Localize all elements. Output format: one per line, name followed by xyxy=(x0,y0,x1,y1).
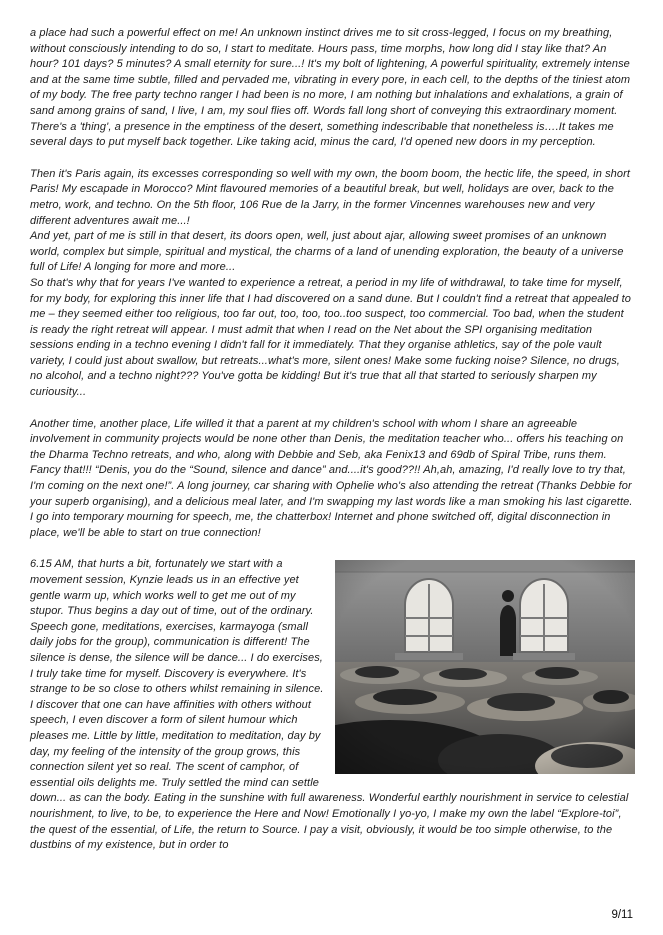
paragraph-text: So that's why that for years I've wanted to experience a retreat, a period in my life of withdrawal, to take time for myself, for my body, for exploring this inner life that I had discovered on a sand dune. But I couldn't find a retreat that appealed to me – they seemed either too religious, too far out, too, too, too..too suspect, too commercial. Too bad, when the student is ready the right retreat will appear. I must admit that when I read on the Net about the SPI organising meditation sessions ending in a techno evening I didn't fall for it immediately. That they organise athletics, say of the pole vault variety, I could just about swallow, but retreats...what's more, silent ones! Make some fucking noise? Silence, no drugs, no alcohol, and a techno night??? You've gotta be kidding! But it's true that all that started to seriously sharpen my curiousity... xyxy=(30,276,632,399)
paragraph-with-photo xyxy=(30,557,635,853)
paragraph xyxy=(30,167,635,229)
paragraph-text: a place had such a powerful effect on me! An unknown instinct drives me to sit cross-legged, I focus on my breathing, without consciously intending to do so, I start to meditate. Hours pass, time morphs, how long did I stay like that? An hour? 101 days? 5 minutes? A small eternity for sure...! It's my bolt of lightening, A powerful spirituality, extremely intense and at the same time subtle, filled and pervaded me, vibrating in every pore, in each cell, to the depths of the tiniest atom of my body. The free party techno ranger I had been is no more, I am nothing but inhalations and exhalations, a grain of sand among grains of sand, I live, I am, my soul flies off. Words fall long short of conveying this extraordinary moment. There's a 'thing', a presence in the emptiness of the desert, something indescribable that nonetheless is….It takes me several days to put myself back together. Like taking acid, minus the card, I'd opened new doors in my perception. xyxy=(30,27,631,149)
paragraph xyxy=(30,276,635,401)
paragraph-text: 6.15 AM, that hurts a bit, fortunately we start with a movement session, Kynzie leads us in an effective yet gentle warm up, which works well to get me out of my stupor. Thus begins a day out of time, out of the ordinary. Speech gone, meditations, exercises, karmayoga (small daily jobs for the group), communication is different! The silence is dense, the silence will be dance... I do exercises, I truly take time for myself. Discovery is everywhere. It's strange to be so close to others whilst remaining in silence. I discover that one can have affinities with others without speech, I even discover a form of silent humour which pleases me. Little by little, meditation to meditation, day by day, my feeling of the intensity of the group grows, this connection silent yet so real. The scent of camphor, of essential oils delights me. Truly settled the mind can settle down... as can the body. Eating in the sunshine with full awareness. Wonderful earthly nourishment in service to celestial nourishment, to live, to be, to experience the Here and Now! Emotionally I yo-yo, I make my own the label “Explore-toi”, the quest of the essential, of Life, the return to Source. I pay a visit, obviously, it would be too simple otherwise, to the dustbins of my existence, but in order to xyxy=(30,558,629,852)
paragraph-text: Then it's Paris again, its excesses corresponding so well with my own, the boom boom, the hectic life, the speed, in short Paris! My escapade in Morocco? Mint flavoured memories of a beautiful break, but well, holidays are over, back to the metro, work, and techno. On the 5th floor, 106 Rue de la Jarry, in the former Vincennes warehouses new and very different adventures await me...! xyxy=(30,167,631,227)
page-number: 9/11 xyxy=(611,909,633,921)
document-text-column xyxy=(30,26,635,870)
paragraph-text: Another time, another place, Life willed it that a parent at my children's school with whom I share an agreeable involvement in community projects would be none other than Denis, the meditation teacher who... offers his teaching on the Dharma Techno retreats, and who, along with Debbie and Seb, aka Fenix13 and 69db of Spiral Tribe, runs them. Fancy that!!! “Denis, you do the “Sound, silence and dance” and....it's good??!! Ah,ah, amazing, I'd really love to try that, I'm coming on the next one!”. A long journey, car sharing with Ophelie who's also attending the retreat (Thanks Debbie for your superb organising), and a delicious meal later, and I'm swapping my last words like a man smoking his last cigarette. I go into temporary mourning for speech, me, the chatterbox! Internet and phone switched off, digital disconnection in place, we'll be able to start on true connection! xyxy=(30,417,633,539)
paragraph xyxy=(30,26,635,151)
meditation-room-photo xyxy=(335,560,635,774)
paragraph-text: And yet, part of me is still in that desert, its doors open, well, just about ajar, allowing sweet promises of an unknown world, complex but simple, spiritual and mystical, the charms of a land of unending exploration, the beauty of a universe full of Life! A longing for more and more... xyxy=(30,230,624,274)
paragraph xyxy=(30,229,635,276)
paragraph xyxy=(30,417,635,542)
